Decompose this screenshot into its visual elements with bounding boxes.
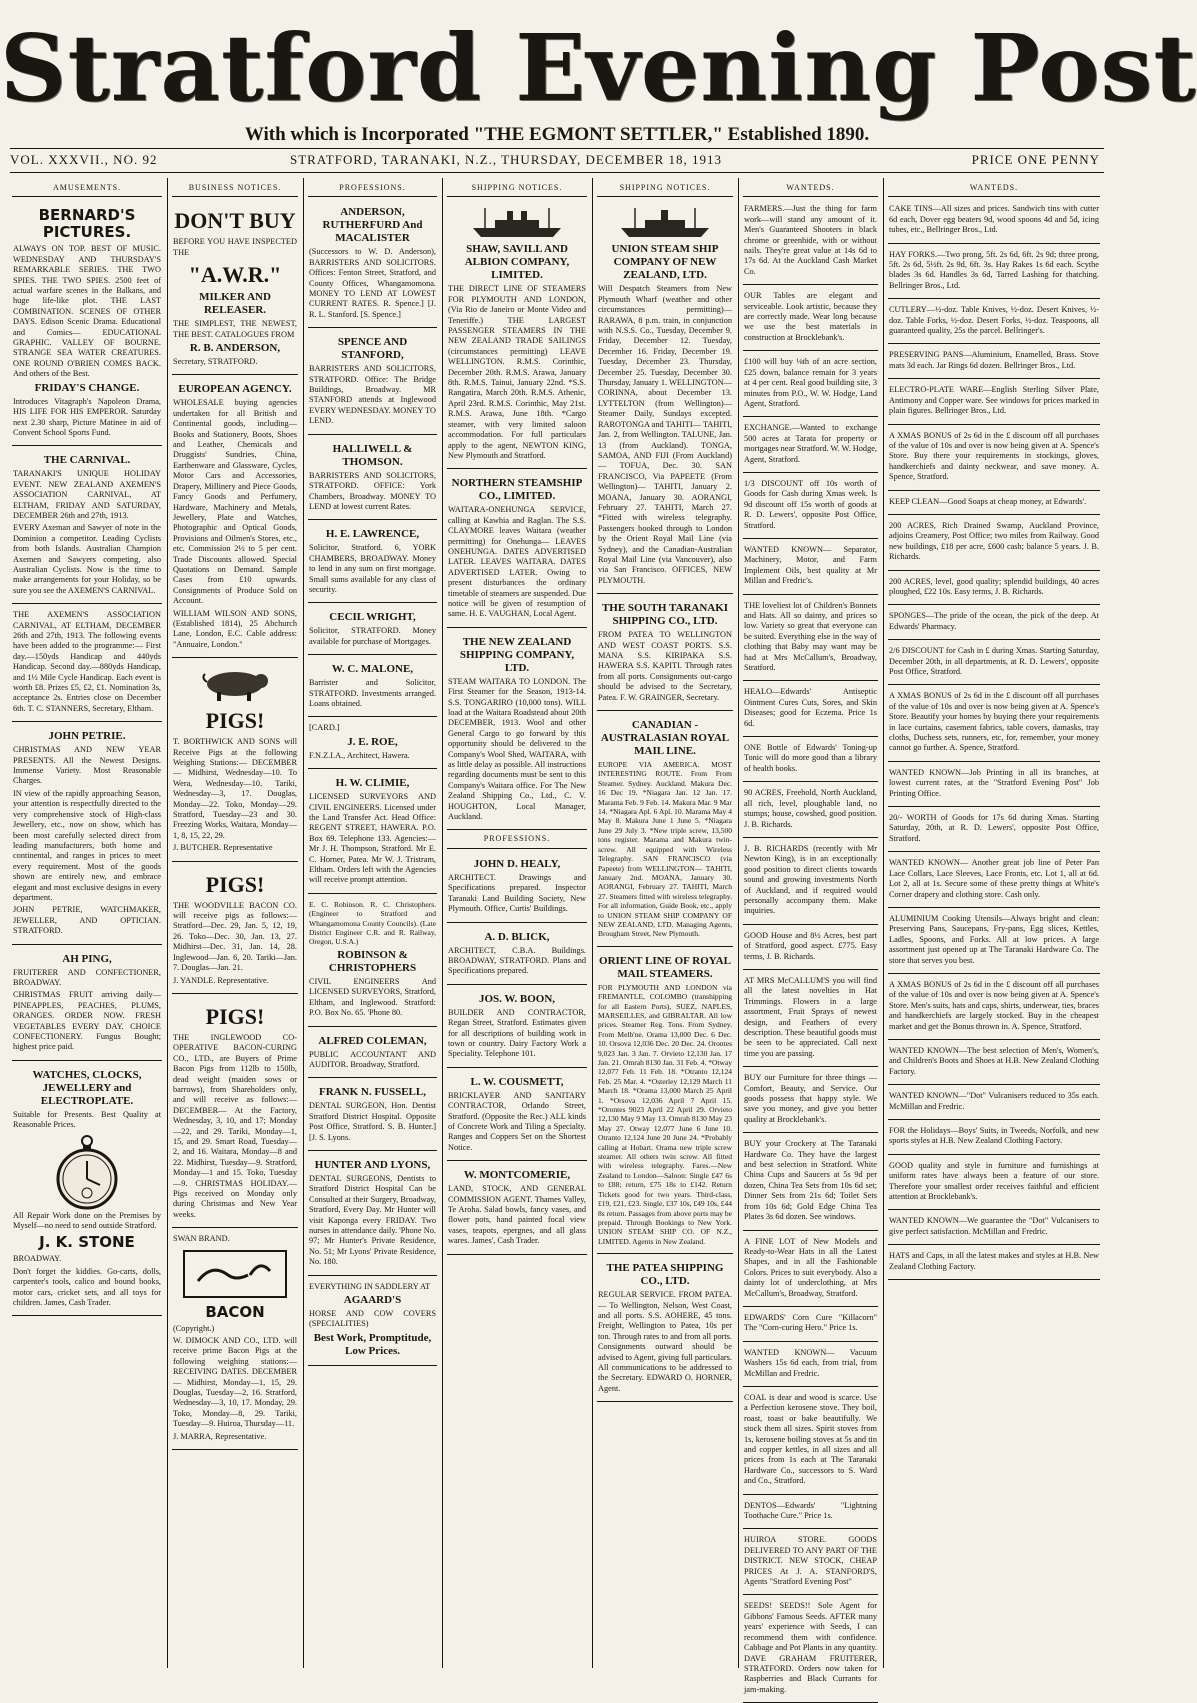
column-wanteds	[743, 182, 878, 1694]
ad-subtitle: FRUITERER AND CONFECTIONER, BROADWAY.	[13, 967, 161, 987]
ad-body: T. BORTHWICK AND SONS will Receive Pigs at the following Weighing Stations:— DECEMBER— Midhirst, Wednesday—10. To Wera, Wednesday—10. Tariki, Wednesday—3, 17. Douglas, Monday—22. Toko, Monday—29. Stratford, Tuesday—23 and 30. Freezing Works, Waitara, Monday—1, 8, 15, 22, 29.	[173, 737, 297, 840]
column-divider	[303, 178, 304, 1668]
ad-title: J. E. ROE,	[347, 735, 398, 748]
ad-body: 90 ACRES, Freehold, North Auckland, all rich, level, ploughable land, no stumps; house, cowshed, good position. J. B. Richards.	[744, 788, 877, 829]
ad-dimock-bacon	[172, 1231, 298, 1450]
column-divider	[883, 178, 884, 1668]
classified-ad	[743, 1390, 878, 1495]
ad-title: PIGS!	[205, 708, 265, 734]
ad-body: A XMAS BONUS of 2s 6d in the £ discount off all purchases of the value of 10s and over is now being given at A. Spence's Store. Beautify your homes by buying there your requirements in lace curtains, casement fabrics, table covers, damasks, tray cloths, Duchess sets, runners, etc, for, remember, your money cannot go further. A. Spence, Stratford.	[889, 691, 1099, 753]
ad-title: W. MONTCOMERIE,	[463, 1169, 571, 1182]
classified-ad	[743, 785, 878, 838]
ad-body: Will Despatch Steamers from New Plymouth Wharf (weather and other circumstances permitting)— RARAWA, 8 p.m. train, in conjunction with N.S.S. Co., Tuesday, December 9. Friday, December 12. Tuesday, December 16. Friday, December 19. Tuesday, December 23. Thursday, December 25. Tuesday, December 30. Thursday, January 1. WELLINGTON— CORINNA, about December 13. LYTTELTON (from Wellington)—Steamer Daily, Sundays excepted. RAROTONGA and TAHITI— TAHITI, Jan. 2, from Wellington. TALUNE, Jan. 13 (from Auckland). TONGA, SAMOA, AND FIJI (From Auckland)— TOFUA, Dec. 30. SAN FRANCISCO, Via PAPEETE (From Wellington)— TAHITI, January 2. MOANA, January 30. AORANGI, February 27. TAHITI, March 27. *Fitted with wireless telegraphy. Passengers booked through to London by the Orient Royal Mail Line (via Sydney), and the Canadian-Australian Royal Mail Line (via Vancouver), also via San Francisco. OFFICES, NEW PLYMOUTH.	[598, 284, 732, 585]
ad-bernards-pictures	[12, 201, 162, 446]
ad-body: HEALO—Edwards' Antiseptic Ointment Cures Cuts, Sores, and Skin Diseases; good for Eczema. Price 1s 6d.	[744, 687, 877, 728]
column-divider	[442, 178, 443, 1668]
ad-spence-stanford	[308, 331, 437, 434]
ad-nz-shipping	[447, 631, 587, 831]
ad-body: W. DIMOCK AND CO., LTD. will receive prime Bacon Pigs at the following weighing stations:— RECEIVING DATES. DECEMBER— Midhirst, Monday—1, 15, 29. Douglas, Tuesday—2, 16. Stratford, Wednesday—3, 10, 17. Monday, 29. Toko, Monday—8, 29. Tariki, Tuesday—9. Huiroa, Thursday—11.	[173, 1336, 297, 1429]
ad-title: JOHN PETRIE.	[48, 730, 126, 743]
column-header: PROFESSIONS.	[447, 833, 587, 848]
ad-body: DENTAL SURGEONS, Dentists to Stratford District Hospital Can be Consulted at their Surgery, Broadway, Stratford, Every Day. Mr Hunter will visit Kaponga every FRIDAY. Two nurses in attendance daily. 'Phone No. 97; Mr Hunter's Private Residence, No. 51; Mr Lyons' Private Residence, No. 180.	[309, 1173, 436, 1267]
ad-body: AT MRS McCALLUM'S you will find all the latest novelties in Hat Trimmings. Flowers in a large assortment, Fruit Sprays of newest design, and Feathers of every description. These beautiful goods must be seen to be appreciated. Call next time you are passing.	[744, 975, 877, 1058]
ad-body: BUILDER AND CONTRACTOR, Regan Street, Stratford. Estimates given for all descriptions of building work in town or country. Dairy Factory Work a Speciality. Telephone 101.	[448, 1007, 586, 1059]
ad-body: A XMAS BONUS of 2s 6d in the £ discount off all purchases of the value of 10s and over is now being given at A. Spence's Store. Men's suits, hats and caps, shirts, underwear, ties, braces and handkerchiefs are largely stocked. Buy in the cheapest market and get the Bonus thrown in. A. Spence, Stratford.	[889, 979, 1099, 1031]
classified-ad	[743, 288, 878, 351]
ad-body: WANTED KNOWN— Separator, Machinery, Motor, and Farm Implement Oils, best quality at Mr Millan and Fredric's.	[744, 544, 877, 586]
ad-body: STEAM WAITARA TO LONDON. The First Steamer for the Season, 1913-14. S.S. TONGARIRO (10,000 tons). WILL load at the Waitara Roadstead about 20th DECEMBER, 1913. Wool and other General Cargo to go forward by this opportunity should be delivered to the Company's Wool Shed, WAITARA, with as little delay as possible. All instructions regarding documents must be sent to this Company's Waitara office. For The New Zealand Shipping Co., Ltd., C. V. HOUGHTON, Local Manager, Auckland.	[448, 676, 586, 822]
ad-body: KEEP CLEAN—Good Soaps at cheap money, at Edwards'.	[889, 496, 1087, 506]
ad-subtitle: BEFORE YOU HAVE INSPECTED THE	[173, 237, 297, 257]
ad-title: DON'T BUY	[174, 208, 296, 234]
ad-body: THE AXEMEN'S ASSOCIATION CARNIVAL, AT ELTHAM, DECEMBER 26th and 27th, 1913. The following events have been added to the programme:— First day.—150yds Handicap and 440yds Handicap. Second day.—880yds Handicap, and 1½ Mile Cycle Handicap. Each event is worth £8. Prizes £5, £2, £1. Nomination 3s, acceptance 2s. Entries close on December 6th. T. C. STANNERS, Secretary, Eltham.	[13, 610, 161, 713]
classified-ad	[743, 201, 878, 285]
ad-fussell	[308, 1081, 437, 1151]
ad-body: BRICKLAYER AND SANITARY CONTRACTOR, Orlando Street, Stratford. (Opposite the Rec.) ALL kinds of Concrete Work and Tiling a Specialty. Ranges and Coppers Set on the Shortest Notice.	[448, 1090, 586, 1152]
ad-body: WANTED KNOWN— Vacuum Washers 15s 6d each, from trial, from McMillan and Fredric.	[744, 1347, 877, 1378]
ad-title: FRIDAY'S CHANGE.	[34, 381, 140, 394]
ad-title: CECIL WRIGHT,	[329, 611, 416, 624]
column-divider	[738, 178, 739, 1668]
ad-body: THE WOODVILLE BACON CO. will receive pigs as follows:— Stratford—Dec. 29, Jan. 5, 12, 19, 26. Toko—Dec. 30, Jan. 13, 27. Midhirst—Dec. 31, Jan. 14, 28. Inglewood—Jan. 6, 20. Tariki—Jan. 7. Douglas—Jan. 21.	[173, 900, 297, 973]
ad-blick	[447, 926, 587, 985]
pocket-watch-illustration	[13, 1133, 161, 1211]
ad-title: PIGS!	[205, 1003, 265, 1029]
ad-body: 20/- WORTH of Goods for 17s 6d during Xmas. Starting Saturday, 20th, at R. D. Lewers', opposite Post Office, Stratford.	[889, 813, 1099, 843]
ad-signature: J. MARRA, Representative.	[173, 1431, 267, 1441]
ad-title: THE SOUTH TARANAKI SHIPPING CO., LTD.	[601, 602, 729, 628]
ad-body: GOOD quality and style in furniture and furnishings at uniform rates have always been a feature of our store. Therefore your smallest order receives faithful and efficient attention at Brocklebank's.	[889, 1160, 1099, 1202]
ad-halliwell-thomson	[308, 438, 437, 521]
classified-ad	[888, 688, 1100, 761]
ad-body: WHOLESALE buying agencies undertaken for all British and Continental goods, including— Books and Stationery, Boots, Shoes and Leather, Chemicals and Druggists' Sundries, China, Earthenware and Glassware, Cycles, Motor Cars and Accessories, Drapery, Millinery and Piece Goods, Fancy Goods and Perfumery, Hardware, Machinery and Metals, Jewellery, Plate and Watches, Photographic and Optical Goods, Provisions and Oilmen's Stores, etc., etc. Commission 2½ to 5 per cent. Trade Discounts allowed. Special Quotations on Demand. Sample Cases from £10 upwards. Consignments of Produce Sold on Account.	[173, 398, 297, 606]
ad-title: SHAW, SAVILL AND ALBION COMPANY, LIMITED.	[464, 243, 570, 282]
ad-south-taranaki-shipping	[597, 597, 733, 711]
ad-roe	[308, 720, 437, 769]
place-date: STRATFORD, TARANAKI, N.Z., THURSDAY, DECEMBER 18, 1913	[290, 152, 723, 167]
ad-title: BACON	[205, 1302, 265, 1321]
classified-ad	[888, 494, 1100, 515]
ad-coleman	[308, 1030, 437, 1079]
classified-ad	[743, 1498, 878, 1530]
ad-body: ONE Bottle of Edwards' Toning-up Tonic will do more good than a library of health books.	[744, 743, 877, 773]
classified-ad	[743, 1310, 878, 1342]
ad-subtitle: TARANAKI'S UNIQUE HOLIDAY EVENT. NEW ZEALAND AXEMEN'S ASSOCIATION CARNIVAL, AT ELTHAM, FRIDAY AND SATURDAY, DECEMBER 26th and 27th, 1913.	[13, 469, 161, 520]
classified-ad	[743, 598, 878, 682]
ad-title: CANADIAN - AUSTRALASIAN ROYAL MAIL LINE.	[600, 719, 730, 758]
ad-title: THE CARNIVAL.	[43, 454, 131, 467]
dateline	[10, 149, 1104, 171]
ad-title: J. K. STONE	[39, 1233, 135, 1252]
ad-body: 1/3 DISCOUNT off 10s worth of Goods for Cash during Xmas week. Is 9d discount off 15s worth of goods at R. D. Lewers', opposite Post Office, Stratford.	[744, 478, 877, 530]
column-header: WANTEDS.	[743, 182, 878, 197]
classified-ad	[888, 518, 1100, 571]
ad-borthwick-pigs	[172, 661, 298, 861]
ad-subtitle: BROADWAY.	[13, 1254, 62, 1264]
classified-ad	[888, 1213, 1100, 1245]
ad-body: A FINE LOT of New Models and Ready-to-Wear Hats in all the Latest Shapes, and in all the Fashionable Colors. Prices to suit everybody. Also a dainty lot of underclothing, at Mrs McCallum's, Broadway, Stratford.	[744, 1236, 877, 1298]
column-wanteds-2	[888, 182, 1104, 1667]
ad-body: EDWARDS' Corn Cure "Killacorn" The "Corn-curing Hero." Price 1s.	[744, 1312, 877, 1333]
classified-ad	[888, 911, 1100, 974]
ad-title: AGAARD'S	[343, 1294, 402, 1306]
ad-body: A XMAS BONUS of 2s 6d in the £ discount off all purchases of the value of 10s and over is now being given at A. Spence's Store. Buy there your requirements in stockings, gloves, handkerchiefs and dainty neckwear, and save money. A. Spence, Stratford.	[889, 430, 1099, 482]
ad-body: THE SIMPLEST, THE NEWEST, THE BEST. CATALOGUES FROM	[173, 319, 297, 339]
ad-body: ELECTRO-PLATE WARE—English Sterling Silver Plate, Antimony and Copper ware. See windows for prices marked in plain figures. Bellringer Bros., Ltd.	[889, 385, 1099, 416]
classified-ad	[888, 1248, 1100, 1280]
classified-ad	[743, 740, 878, 782]
ad-title: HALLIWELL & THOMSON.	[332, 442, 413, 468]
dateline-rule	[10, 172, 1104, 173]
ad-body: PUBLIC ACCOUNTANT AND AUDITOR. Broadway, Stratford.	[309, 1049, 436, 1069]
ad-body: 200 ACRES, level, good quality; splendid buildings, 40 acres ploughed, £22 10s. Easy terms, J. B. Richards.	[889, 576, 1099, 596]
ad-lawrence	[308, 523, 437, 603]
ad-body: ARCHITECT. Drawings and Specifications prepared. Inspector Taranaki Land Building Society, New Plymouth. Office, Curtis' Buildings.	[448, 872, 586, 914]
ad-body: THE INGLEWOOD CO-OPERATIVE BACON-CURING CO., LTD., are Buyers of Prime Bacon Pigs from 112lb to 150lb, dead weight (maiden sows or barrows), from Shareholders only, and will receive as follows:— DECEMBER— At the Factory, Wednesday, 3, 10, and 17; Monday—22, and 29. Tariki, Monday—1, 15, and 29. Smart Road, Tuesday—2, and 16. Waitara, Monday—8 and 22. Midhirst, Tuesday—9. Stratford, Monday—1 and 15. Toko, Tuesday—9. CHRISTMAS HOLIDAY.—Pigs received on Monday only during Christmas and New Year weeks.	[173, 1032, 297, 1219]
ad-malone	[308, 658, 437, 717]
ad-body: Barrister and Solicitor, STRATFORD. Investments arranged. Loans obtained.	[309, 678, 436, 708]
ad-title: ROBINSON & CHRISTOPHERS	[328, 948, 417, 974]
ad-title: H. W. CLIMIE,	[335, 777, 410, 790]
ad-body: WANTED KNOWN—We guarantee the "Dot" Vulcanisers to give perfect satisfaction. McMillan and Fredric.	[889, 1216, 1099, 1236]
classified-ad	[888, 1088, 1100, 1120]
ad-body: BUY our Furniture for three things —Comfort, Beauty, and Service. Our goods possess that happy style. We save you money, and give you better quality at Brocklebank's.	[744, 1073, 877, 1124]
classified-ad	[888, 643, 1100, 685]
ad-body: BARRISTERS AND SOLICITORS, STRATFORD. Office: The Bridge Buildings, Broadway. MR STANFORD attends at Inglewood EVERY WEDNESDAY. MONEY TO LEND.	[309, 364, 436, 426]
masthead-title: Stratford Evening Post	[0, 14, 1197, 122]
ad-body: Don't forget the kiddies. Go-carts, dolls, carpenter's tools, calico and bound books, motor cars, cricket sets, and all toys for children. James, Cash Trader.	[13, 1266, 161, 1308]
ad-body: WANTED KNOWN—"Dot" Vulcanisers reduced to 35s each. McMillan and Fredric.	[889, 1091, 1099, 1111]
ad-body: BUY your Crockery at The Taranaki Hardware Co. They have the largest and best selection in Stratford. White China Cups and Saucers at 5s 9d per dozen, China Tea Sets from 10s 6d set; Dinner Sets from 21s 6d; Toilet Sets from 10s 6d; Gold Edge China Tea Plates 3s 6d dozen. See windows.	[744, 1139, 877, 1222]
ad-body: EXCHANGE.—Wanted to exchange 500 acres at Tarata for property or mortgages near Stratford. W. W. Hodge, Agent, Stratford.	[744, 423, 877, 464]
classified-ad	[743, 841, 878, 925]
column-header: SHIPPING NOTICES.	[447, 182, 587, 197]
ad-signature: JOHN PETRIE, WATCHMAKER, JEWELLER, AND OPTICIAN. STRATFORD.	[13, 905, 161, 936]
ad-body: WANTED KNOWN—The best selection of Men's, Women's, and Children's Boots and Shoes at H.B. New Zealand Clothing Factory.	[889, 1045, 1099, 1076]
classified-ad	[888, 574, 1100, 606]
ad-orient-line	[597, 950, 733, 1254]
card-label: [CARD.]	[309, 723, 340, 733]
ad-title: ORIENT LINE OF ROYAL MAIL STEAMERS.	[599, 954, 731, 980]
ad-signature: J. YANDLE. Representative.	[173, 975, 269, 985]
ad-climie	[308, 772, 437, 894]
ad-agaard-saddlery	[308, 1279, 437, 1366]
ad-watches-clocks	[12, 1064, 162, 1317]
ad-body: THE loveliest lot of Children's Bonnets and Hats. All so dainty, and prices so low. Variety so great that everyone can be suited. Everything else in the way of clothing that Baby may want may be had at Mrs McCallum's, Broadway, Stratford.	[744, 600, 877, 673]
ad-subtitle: SWAN BRAND.	[173, 1234, 230, 1244]
ad-title: "A.W.R."	[188, 262, 282, 288]
ad-signature: WILLIAM WILSON AND SONS, (Established 1814), 25 Abchurch Lane, London, E.C. Cable address: "Annuaire, London."	[173, 608, 297, 649]
classified-ad	[743, 1070, 878, 1133]
ad-body: EUROPE VIA AMERICA. MOST INTERESTING ROUTE. From From Steamer. Sydney. Auckland. Makura Dec. 16 Dec 19. *Niagara Jan. 12 Jan. 17. Marama Feb. 9 Feb. 14. Makura Mar. 9 Mar 14. *Niagara Apl. 6 Apl. 10. Marama May 4 May 8. Makura June 1 June 5. *Niagara June 29 July 3. *New triple screw, 13,500 tons register. Marama and Makura twin-screw. All equipped with Wireless Telegraphy. SAN FRANCISCO (via Papeete) from WELLINGTON— TAHITI, January 2nd. MOANA, January 30. AORANGI, February 27. TAHITI, March 27. Steamers fitted with wireless telegraphy. For all information, Guide Book, etc., apply to UNION STEAM SHIP COMPANY OF NEW ZEALAND, LTD. Managing Agents, Brougham Street, New Plymouth.	[598, 760, 732, 939]
ad-title: FRANK N. FUSSELL,	[319, 1086, 426, 1099]
ad-body: HUIROA STORE. GOODS DELIVERED TO ANY PART OF THE DISTRICT. NEW STOCK, CHEAP PRICES At J. A. STANFORD'S, Agents "Stratford Evening Post"	[744, 1535, 877, 1587]
ad-body: ARCHITECT, C.B.A. Buildings. BROADWAY, STRATFORD. Plans and Specifications prepared.	[448, 945, 586, 976]
classified-ad	[888, 855, 1100, 908]
classified-ad	[888, 382, 1100, 424]
masthead-subtitle: With which is Incorporated "THE EGMONT SETTLER," Established 1890.	[244, 124, 870, 145]
ad-title: A. D. BLICK,	[484, 930, 550, 943]
ad-body: 2/6 DISCOUNT for Cash in £ during Xmas. Starting Saturday, December 20th, in all departments, at R. D. Lewers', opposite Post Office, Stratford.	[889, 646, 1099, 676]
ad-body: E. C. Robinson. R. C. Christophers. (Engineer to Stratford and Whangamomona County Councils). (Late District Engineer C.R. and R. Railway, Oregon, U.S.A.)	[309, 899, 436, 947]
ad-cousmett	[447, 1071, 587, 1161]
ad-ah-ping	[12, 948, 162, 1061]
ad-subtitle: MILKER AND RELEASER.	[199, 291, 271, 317]
classified-ad	[888, 977, 1100, 1040]
ad-body: PRESERVING PANS—Aluminium, Enamelled, Brass. Stove mats 3d each. Jar Rings 6d dozen. Bellringer Bros., Ltd.	[889, 350, 1099, 370]
ad-title: HUNTER AND LYONS,	[314, 1158, 431, 1171]
ad-body: EVERY Axeman and Sawyer of note in the Dominion a competitor. Leading Cyclists from both Islands. Australian Champion Axemen and Sawyers competing, also Australian Cyclists. Now is the time to make arrangements for your Holiday, so be sure you see the AXEMEN'S CARNIVAL.	[13, 523, 161, 595]
classified-ad	[888, 247, 1100, 300]
ad-axemen-association	[12, 607, 162, 722]
ad-title: THE PATEA SHIPPING CO., LTD.	[606, 1262, 724, 1288]
ad-body: FOR PLYMOUTH AND LONDON via FREMANTLE, COLOMBO (transhipping for all Eastern Ports), SUEZ, NAPLES, MARSEILLES, and GIBRALTAR. All low prices. Steamer Reg. Tons. From Sydney. From Melb'ne. Orama 13,000 Dec. 6 Dec. 10. Orsova 12,036 Dec. 20 Dec. 24. Orontes 9,023 Jan. 3 Jan. 7. Orvieto 12,130 Jan. 17 Jan. 21. Omrah 8130 Jan. 31 Feb. 4. *Otway 12,077 Feb. 11 Feb. 18. *Otranto 12,124 Feb. 25 Mar. 4. *Osterley 12,129 March 11 March 18. *Orama 13,000 March 25 April 1. *Orsova 12,036 April 7 April 15. *Orontes 9023 April 22 April 29. Orvieto 12,130 May 9 May 13. Omrah 8130 May 23 May 27. Otway 12,077 June 6 June 10. Otranto 12,124 June 20 June 24. *Probably calling at Hobart. Orama new triple screw steamer. All others twin screw. All fitted with wireless telegraphy. Fares.—New Zealand to London—Saloon: Single £47 6s to £88; return, £75 18s to £142. Return Tickets good for two years. Third-class, £19, £21, £23. Single, £37 10s, £49 10s, £44 8s return. Passages from above ports may be prepaid. Through Bookings to New York. UNION STEAM SHIP CO. OF N.Z., LIMITED. Agents in New Zealand.	[598, 982, 732, 1246]
ad-body: WANTED KNOWN—Job Printing in all its branches, at lowest current rates, at the "Stratford Evening Post" Job Printing Office.	[889, 767, 1099, 798]
ad-woodville-pigs	[172, 865, 298, 994]
ad-body: ALWAYS ON TOP. BEST OF MUSIC. WEDNESDAY AND THURSDAY'S REMARKABLE SERIES. THE TWO SPIES. THE TWO SPIES. 2500 feet of actual warfare scenes in the Balkans, and huge life-like plot. THE LAST COMBINATION. SCENES OF OTHER DAYS. Edison Scenic Drama. Educational and Comics— EDUCATIONAL GRAPHIC. VALLEY OF BOURNE. STRANGE SEA WATER CREATURES. ONE ROUND O'BRIEN COMES BACK. And others of the Best.	[13, 244, 161, 379]
classified-ad	[743, 1532, 878, 1595]
classified-ad	[888, 1043, 1100, 1085]
classified-ad	[888, 810, 1100, 852]
classified-ad	[743, 420, 878, 473]
ad-european-agency	[172, 378, 298, 658]
ad-healy	[447, 853, 587, 923]
ad-anderson-rutherfurd	[308, 201, 437, 328]
column-header: SHIPPING NOTICES.	[597, 182, 733, 197]
pig-illustration	[173, 664, 297, 704]
ad-body: COAL is dear and wood is scarce. Use a Perfection kerosene stove. They boil, roast, toast or bake beautifully. We stock them all sizes. Spirit stoves from 1s, kerosene boiling stoves at 5s and tin and copper kettles, in all sizes and all prices from 1s each at The Taranaki Hardware Co., successors to S. Ward and Co., Stratford.	[744, 1392, 877, 1486]
steamship-illustration	[598, 206, 732, 240]
classified-ad	[743, 1598, 878, 1703]
ad-body: J. B. RICHARDS (recently with Mr Newton King), is in an exceptionally good position to direct clients towards sound and growing investments North of Auckland, and if required would personally accompany them. Make inquiries.	[744, 843, 877, 916]
classified-ad	[743, 1234, 878, 1307]
ad-canadian-australasian	[597, 714, 733, 947]
ad-body: Introduces Vitagraph's Napoleon Drama, HIS LIFE FOR HIS EMPEROR. Saturday next 2.30 sharp, Picture Matinee in aid of Convent School Sports Fund.	[13, 396, 161, 437]
ad-title: ANDERSON, RUTHERFURD And MACALISTER	[322, 206, 423, 245]
classified-ad	[743, 973, 878, 1067]
ad-body: HATS and Caps, in all the latest makes and styles at H.B. New Zealand Clothing Factory.	[889, 1251, 1099, 1271]
ad-body: LICENSED SURVEYORS AND CIVIL ENGINEERS. Licensed under the Land Transfer Act. Head Office: REGENT STREET, HAWERA. P.O. Box 69. Telephone 133. Agencies:— Mr J. H. Thompson, Stratford. Mr E. C. Horner, Patea. Mr W. J. Tristram, Eltham. Orders left with the Agencies will receive prompt attention.	[309, 792, 436, 885]
ad-body: All Repair Work done on the Premises by Myself—no need to send outside Stratford.	[13, 1210, 161, 1231]
ad-body: DENTAL SURGEON, Hon. Dentist Stratford District Hospital. Opposite Post Office, Stratford. S. B. Hunter.] [J. S. Lyons.	[309, 1101, 436, 1142]
ad-title: SPENCE AND STANFORD,	[337, 336, 408, 362]
ad-title: ALFRED COLEMAN,	[318, 1034, 427, 1047]
ad-shaw-savill	[447, 201, 587, 469]
ad-carnival	[12, 449, 162, 604]
ad-patea-shipping	[597, 1257, 733, 1402]
classified-ad	[743, 1136, 878, 1230]
ad-title: WATCHES, CLOCKS, JEWELLERY and ELECTROPLATE.	[32, 1068, 142, 1107]
ad-body: THE DIRECT LINE OF STEAMERS FOR PLYMOUTH AND LONDON, (Via Rio de Janeiro or Monte Video and Teneriffe.) THE LARGEST PASSENGER STEAMERS IN THE NEW ZEALAND TRADE SAILINGS (circumstances permitting) LEAVE WELLINGTON. R.M.S. Corinthic, December 20th. R.M.S. Arawa, January 8th. R.M.S. Tainui, January 22nd. *S.S. Rangatira, March 20th. R.M.S. Athenic, April 23rd. R.M.S. Corinthic, May 21st. R.M.S. Arawa, June 18th. *Cargo steamer, with very limited saloon accommodation. For full particulars apply to the agent, NEWTON KING, New Plymouth and Stratford.	[448, 284, 586, 460]
classified-ad	[743, 542, 878, 595]
classified-ad	[743, 928, 878, 970]
ad-body: F.N.Z.I.A., Architect, Hawera.	[309, 750, 410, 760]
ad-body: HORSE AND COW COVERS (SPECIALITIES)	[309, 1309, 436, 1329]
ad-body: £100 will buy ⅛th of an acre section, £25 down, balance remain for 3 years at 4 per cent. Real good building site, 3 minutes from P.O., W. W. Hodge, Land Agent, Stratford.	[744, 357, 877, 408]
swan-bacon-logo	[173, 1247, 297, 1301]
ad-body: SEEDS! SEEDS!! Sole Agent for Gibbons' Famous Seeds. AFTER many years' experience with Seeds, I can recommend them with confidence. Cabbage and Pot Plants in any quantity. DAVE GRAHAM FRUITERER, STRATFORD. Orders now taken for Raspberries and Black Currants for jam-making.	[744, 1601, 877, 1694]
ad-awr-milker	[172, 201, 298, 375]
column-amusements	[12, 182, 162, 1667]
classified-ad	[888, 201, 1100, 243]
ad-union-steamship	[597, 201, 733, 594]
classified-ad	[888, 1158, 1100, 1211]
classified-ad	[743, 354, 878, 417]
column-divider	[167, 178, 168, 1668]
column-divider	[592, 178, 593, 1668]
ad-title: UNION STEAM SHIP COMPANY OF NEW ZEALAND, LTD.	[611, 243, 719, 282]
ad-signature: Secretary, STRATFORD.	[173, 357, 258, 367]
classified-ad	[888, 608, 1100, 640]
ad-body: IN view of the rapidly approaching Season, your attention is respectfully directed to the very comprehensive stock of High-class Jewellery, etc., now on show, which has been most carefully selected direct from leading manufacturers, both home and continental, and ranges in prices to meet every requirement. Most of the goods shown are entirely new, and embrace elegant and most exclusive designs in every department.	[13, 788, 161, 902]
ad-northern-steamship	[447, 472, 587, 627]
ad-subtitle: EVERYTHING IN SADDLERY AT	[309, 1281, 431, 1291]
column-shipping-notices	[447, 182, 587, 1667]
column-business-notices	[172, 182, 298, 1667]
ad-title: BERNARD'S PICTURES.	[38, 206, 136, 242]
ad-body: FARMERS.—Just the thing for farm work—will stand any amount of it. Men's Guaranteed Shooters in black chrome or greenhide, with or without nails. They're great value at 14s 6d to 17s 6d. At the Auckland Cash Market Co.	[744, 204, 877, 276]
ad-body: CUTLERY—½-doz. Table Knives, ½-doz. Desert Knives, ½-doz. Table Forks, ½-doz. Desert Forks, ½-doz. Teaspoons, all guaranteed quality, 25s the parcel. Bellringer's.	[889, 305, 1099, 336]
ad-body: LAND, STOCK, AND GENERAL COMMISSION AGENT. Thames Valley, Te Aroha. Salad bowls, fancy vases, and flower pots, hand painted focal view vases, teapots, epergnes, and all glass wares. James', Cash Trader.	[448, 1184, 586, 1246]
ad-body: FROM PATEA TO WELLINGTON AND WEST COAST PORTS. S.S. MANA S.S. KIRIPAKA S.S. HAWERA S.S. KAPITI. Through rates from all ports. Consignments out-cargo should be advised to the Secretary, Patea. F. W. GRAINGER, Secretary.	[598, 630, 732, 702]
column-professions	[308, 182, 437, 1667]
ad-title: L. W. COUSMETT,	[470, 1075, 564, 1088]
classified-ad	[888, 428, 1100, 491]
ad-robinson-christophers	[308, 897, 437, 1027]
classified-ad	[888, 1123, 1100, 1155]
ad-cecil-wright	[308, 606, 437, 655]
column-header: PROFESSIONS.	[308, 182, 437, 197]
steamship-illustration	[448, 206, 586, 240]
ad-montcomerie	[447, 1164, 587, 1254]
classified-ad	[888, 765, 1100, 807]
wanteds-list	[743, 201, 878, 1703]
ad-body: SPONGES—The pride of the ocean, the pick of the deep. At Edwards' Pharmacy.	[889, 611, 1099, 631]
ad-body: CIVIL ENGINEERS And LICENSED SURVEYORS, Stratford, Eltham, and Inglewood. Stratford: P.O. Box No. 65. 'Phone 80.	[309, 976, 436, 1018]
ad-body: REGULAR SERVICE. FROM PATEA.— To Wellington, Nelson, West Coast, and all ports. S.S. AOHERE, 45 tons. Freight, Wellington to Patea, 10s per ton. Through rates to and from all ports. Consignments outward should be advised to Agent, giving full particulars. All communications to be addressed to the Secretary. EDWARD O. HORNER, Agent.	[598, 1290, 732, 1393]
ad-inglewood-pigs	[172, 997, 298, 1228]
column-header: AMUSEMENTS.	[12, 182, 162, 197]
ad-body: Solicitor, STRATFORD. Money available for purchase of Mortgages.	[309, 626, 436, 646]
ad-body: DENTOS—Edwards' "Lightning Toothache Cure." Price 1s.	[744, 1500, 877, 1521]
ad-title: W. C. MALONE,	[331, 663, 414, 676]
ad-subtitle: Best Work, Promptitude, Low Prices.	[313, 1331, 432, 1357]
ad-title: EUROPEAN AGENCY.	[178, 383, 292, 396]
ad-body: CAKE TINS—All sizes and prices. Sandwich tins with cutter 6d each, Dover egg beaters 9d, wood spoons 4d and 5d, icing tubes, etc., Bellringer Bros., Ltd.	[889, 204, 1099, 235]
price: PRICE ONE PENNY	[971, 152, 1100, 167]
ad-boon	[447, 988, 587, 1068]
ad-subtitle: (Copyright.)	[173, 1323, 215, 1333]
ad-signature: J. BUTCHER. Representative	[173, 843, 273, 853]
ad-body: CHRISTMAS FRUIT arriving daily— PINEAPPLES, PEACHES, PLUMS, ORANGES. ORDER NOW. FRESH VEGETABLES EVERY DAY. CHOICE CONFECTIONERY. Fungus Bought; highest price paid.	[13, 990, 161, 1052]
classified-ad	[743, 1345, 878, 1387]
ad-body: BARRISTERS AND SOLICITORS, STRATFORD. OFFICE: York Chambers, Broadway. MONEY TO LEND at lowest current Rates.	[309, 470, 436, 511]
ad-title: PIGS!	[205, 871, 265, 897]
ad-title: H. E. LAWRENCE,	[325, 528, 420, 541]
ad-body: HAY FORKS.—Two prong, 5ft. 2s 6d, 6ft. 2s 9d; three prong, 5ft. 2s 6d, 5½ft. 2s 9d, 6ft. 3s. Hay Rakes 1s 6d each. Scythe blades 3s 6d. Handles 3s 6d, Tarred Lashing for thatching. Bellringer Bros., Ltd.	[889, 249, 1099, 290]
classified-ad	[888, 347, 1100, 379]
classified-ad	[743, 684, 878, 737]
ad-body: FOR the Holidays—Boys' Suits, in Tweeds, Norfolk, and new sports styles at H.B. New Zealand Clothing Factory.	[889, 1126, 1099, 1146]
ad-signature: R. B. ANDERSON,	[189, 342, 281, 355]
ad-title: JOHN D. HEALY,	[473, 857, 561, 870]
wanteds-list	[888, 201, 1100, 1280]
ad-body: ALUMINIUM Cooking Utensils—Always bright and clean: Preserving Pans, Saucepans, Fry-pans, Egg slices, Kettles, Ladles, Spoons, and Forks. All at low prices. A large assortment just opened up at The Taranaki Hardware Co. The store that serves you best.	[889, 913, 1099, 965]
ad-body: 200 ACRES, Rich Drained Swamp, Auckland Province, adjoins Creamery, Post Office; two miles from Railway. Good new buildings, £18 per acre, £600 cash; balance 5 years. J. B. Richards.	[889, 520, 1099, 562]
ad-body: WANTED KNOWN— Another great job line of Peter Pan Lace Collars, Lace Sleeves, Lace Fronts, etc. Lot 1, all at 6d. Lot 2, all at 1s. Secure some of these pretty things at White's Corner drapery and clothing store. Cash only.	[889, 858, 1099, 899]
ad-hunter-lyons	[308, 1154, 437, 1276]
ad-body: (Successors to W. D. Anderson), BARRISTERS AND SOLICITORS. Offices: Fenton Street, Stratford, and County Offices, Whangamomona. MONEY TO LEND AT LOWEST CURRENT RATES. R. Spence.] [J. R. L. Stanford. [S. Spence.]	[309, 247, 436, 319]
classified-ad	[888, 302, 1100, 344]
column-shipping-notices-2	[597, 182, 733, 1667]
column-header: BUSINESS NOTICES.	[172, 182, 298, 197]
ad-title: THE NEW ZEALAND SHIPPING COMPANY, LTD.	[459, 635, 575, 674]
ad-body: Solicitor, Stratford. 6, YORK CHAMBERS, BROADWAY. Money to lend in any sum on first mortgage. Small sums available for any class of security.	[309, 543, 436, 594]
volume-number: VOL. XXXVII., NO. 92	[10, 152, 158, 167]
classified-ad	[743, 476, 878, 539]
ad-title: AH PING,	[62, 952, 112, 965]
ad-john-petrie	[12, 725, 162, 944]
ad-body: GOOD House and 8½ Acres, best part of Stratford, good aspect. £775. Easy terms, J. B. Richards.	[744, 930, 877, 961]
column-header: WANTEDS.	[888, 182, 1100, 197]
ad-body: WAITARA-ONEHUNGA SERVICE, calling at Kawhia and Raglan. The S.S. CLAYMORE leaves Waitara (weather permitting) for Onehunga— LEAVES ONEHUNGA. DATES ADVERTISED LATER. LEAVES WAITARA. DATES ADVERTISED LATER. Owing to present disturbances the ordinary timetable of steamers are suspended. Due notice will be given of resumption of same. H. E. VAUGHAN, Local Agent.	[448, 505, 586, 619]
ad-subtitle: Suitable for Presents. Best Quality at Reasonable Prices.	[13, 1109, 161, 1130]
ad-title: JOS. W. BOON,	[478, 992, 556, 1005]
ad-title: NORTHERN STEAMSHIP CO., LIMITED.	[451, 477, 583, 503]
ad-subtitle: CHRISTMAS AND NEW YEAR PRESENTS. All the Newest Designs. Immense Variety. Most Reasonable Charges.	[13, 745, 161, 786]
ad-body: OUR Tables are elegant and serviceable. Look artistic, because they are correctly made. Wear long because we use the best materials in construction at Brocklebank's.	[744, 291, 877, 342]
